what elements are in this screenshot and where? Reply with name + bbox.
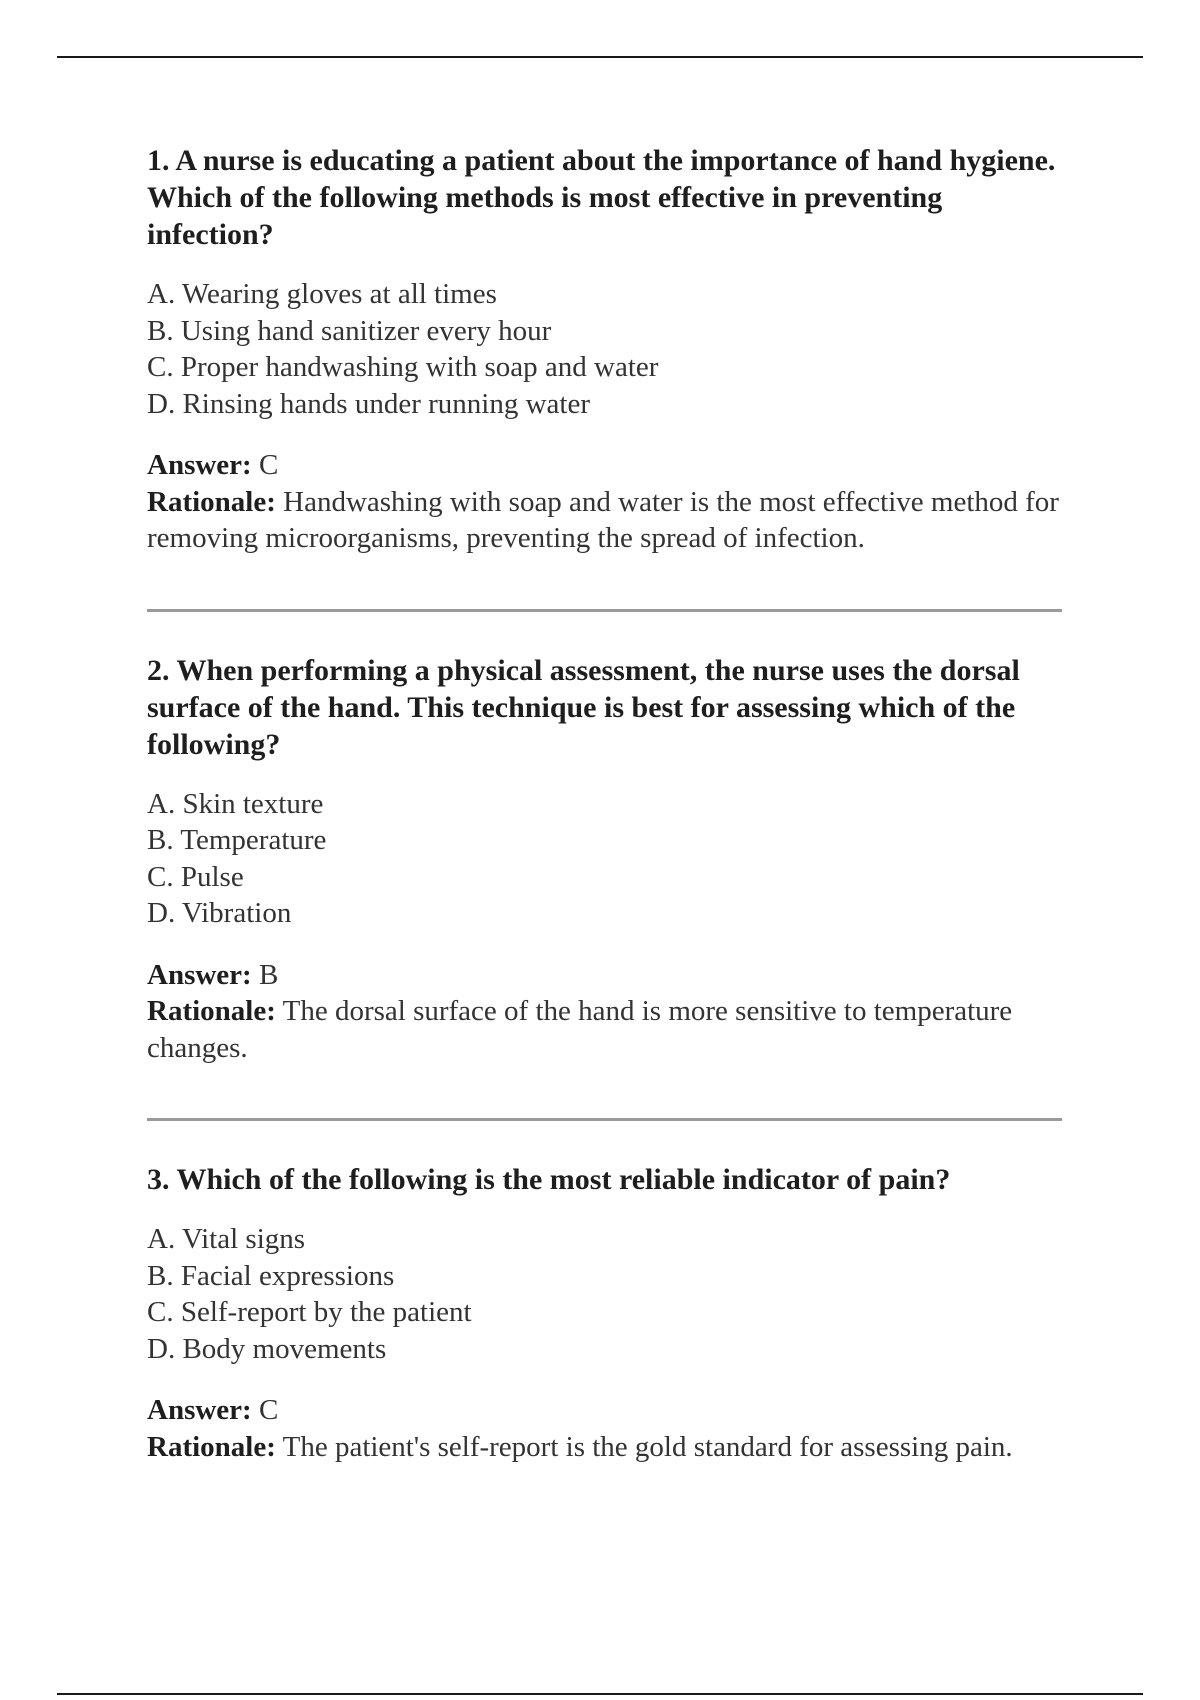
rationale-text: Handwashing with soap and water is the most effective method for removing microorganisms, preventing the spread of infection. — [147, 485, 1059, 554]
answer-section — [147, 447, 1062, 557]
rationale-text: The patient's self-report is the gold standard for assessing pain. — [282, 1430, 1013, 1463]
page-top-rule — [57, 56, 1143, 58]
answer-value: C — [258, 449, 279, 481]
section-divider — [147, 1118, 1062, 1121]
question-block-3 — [147, 1161, 1062, 1465]
answer-line — [147, 957, 1062, 994]
rationale-text: The dorsal surface of the hand is more sensitive to temperature changes. — [147, 995, 1013, 1064]
options-list — [147, 786, 1062, 932]
answer-label: Answer: — [147, 958, 252, 991]
rationale-line — [147, 484, 1062, 557]
section-divider — [147, 609, 1062, 612]
question-block-1 — [147, 142, 1062, 557]
question-text: 1. A nurse is educating a patient about the importance of hand hygiene. Which of the following methods is most effective in preventing infection? — [147, 144, 1056, 251]
option-a: A. Skin texture — [147, 787, 324, 820]
option-a: A. Vital signs — [147, 1223, 306, 1255]
options-list — [147, 276, 1062, 422]
rationale-line — [147, 1429, 1062, 1466]
answer-line — [147, 447, 1062, 484]
option-a: A. Wearing gloves at all times — [147, 278, 497, 310]
question-text: 2. When performing a physical assessment, the nurse uses the dorsal surface of the hand. This technique is best for assessing which of the following? — [147, 653, 1020, 761]
option-b: B. Using hand sanitizer every hour — [147, 314, 552, 347]
rationale-line — [147, 993, 1062, 1066]
option-c: C. Pulse — [147, 860, 244, 893]
question-text: 3. Which of the following is the most reliable indicator of pain? — [147, 1163, 951, 1196]
answer-section — [147, 957, 1062, 1067]
answer-section — [147, 1392, 1062, 1465]
rationale-label: Rationale: — [147, 1430, 276, 1463]
option-b: B. Facial expressions — [147, 1259, 395, 1292]
answer-label: Answer: — [147, 1394, 252, 1426]
rationale-label: Rationale: — [147, 995, 276, 1027]
option-b: B. Temperature — [147, 824, 327, 856]
page-bottom-rule — [57, 1693, 1143, 1695]
option-d: D. Body movements — [147, 1332, 387, 1365]
option-c: C. Self-report by the patient — [147, 1296, 472, 1328]
answer-label: Answer: — [147, 449, 252, 481]
option-d: D. Rinsing hands under running water — [147, 387, 590, 420]
answer-value: B — [258, 958, 279, 991]
question-block-2 — [147, 652, 1062, 1067]
options-list — [147, 1221, 1062, 1367]
option-c: C. Proper handwashing with soap and water — [147, 351, 659, 383]
answer-value: C — [258, 1394, 279, 1426]
option-d: D. Vibration — [147, 897, 292, 929]
answer-line — [147, 1392, 1062, 1429]
rationale-label: Rationale: — [147, 485, 276, 518]
question-list — [147, 142, 1062, 1465]
